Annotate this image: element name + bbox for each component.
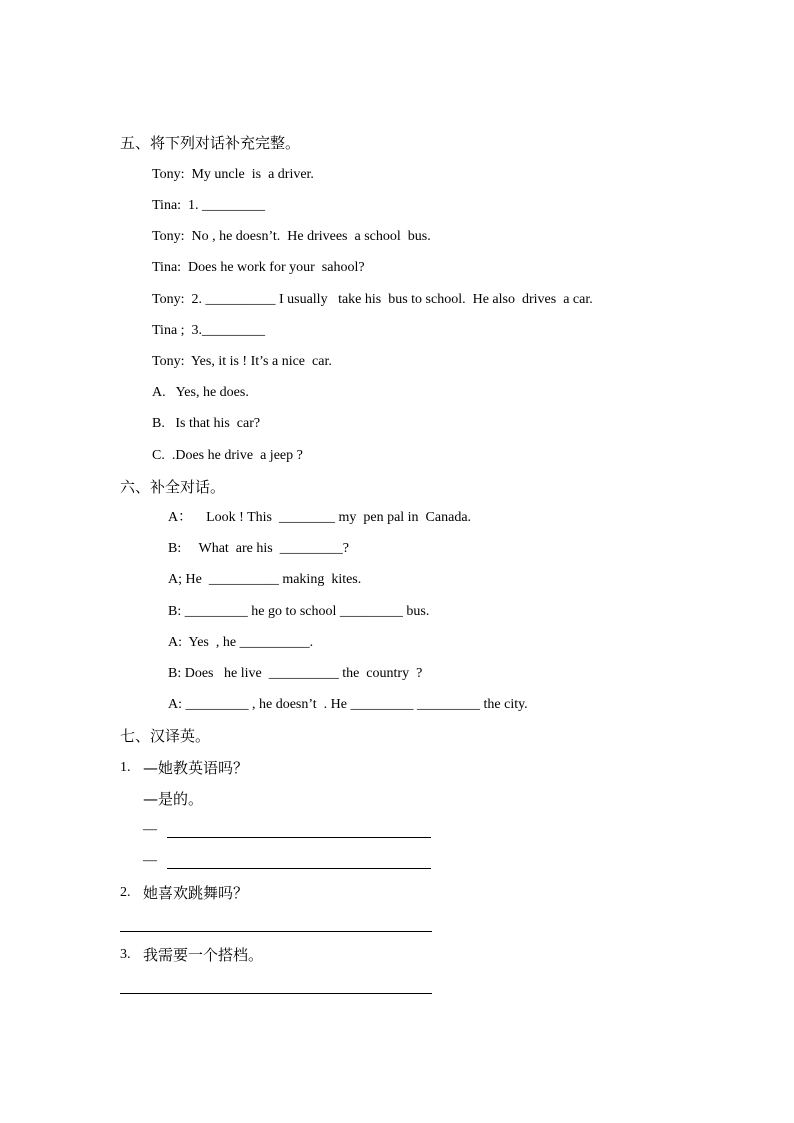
dialogue-line: Tina: 1. _________ <box>152 198 266 213</box>
question-text: 我需要一个搭档。 <box>143 946 264 964</box>
answer-option: B. Is that his car? <box>152 416 261 431</box>
section7-heading: 七、汉译英。 <box>120 727 211 745</box>
answer-dash: — <box>143 822 157 837</box>
question-number: 2. <box>120 885 131 900</box>
section5-heading: 五、将下列对话补充完整。 <box>120 134 301 152</box>
answer-option: A. Yes, he does. <box>152 385 249 400</box>
dialogue-line: A： Look ! This ________ my pen pal in Canada. <box>168 510 472 525</box>
dialogue-line: A: _________ , he doesn’t . He _________ _________ the city. <box>168 697 528 712</box>
section6-heading: 六、补全对话。 <box>120 478 226 496</box>
dialogue-line: A: Yes , he __________. <box>168 635 314 650</box>
answer-dash: — <box>143 853 157 868</box>
question-text: —她教英语吗？ <box>143 759 249 777</box>
dialogue-line: Tony: No , he doesn’t. He drivees a school bus. <box>152 229 431 244</box>
answer-line <box>167 868 431 869</box>
dialogue-line: Tina: Does he work for your sahool? <box>152 260 365 275</box>
dialogue-line: Tony: My uncle is a driver. <box>152 167 314 182</box>
dialogue-line: B: What are his _________? <box>168 541 349 556</box>
answer-line <box>120 993 432 994</box>
dialogue-line: B: Does he live __________ the country ? <box>168 666 423 681</box>
answer-line <box>167 837 431 838</box>
dialogue-line: Tina ; 3._________ <box>152 323 266 338</box>
dialogue-line: Tony: 2. __________ I usually take his bus to school. He also drives a car. <box>152 292 593 307</box>
question-number: 3. <box>120 947 131 962</box>
question-number: 1. <box>120 760 131 775</box>
question-text: 她喜欢跳舞吗？ <box>143 884 249 902</box>
dialogue-line: A; He __________ making kites. <box>168 572 362 587</box>
dialogue-line: B: _________ he go to school _________ bus. <box>168 604 430 619</box>
question-reply: —是的。 <box>143 790 204 808</box>
answer-option: C. .Does he drive a jeep ? <box>152 448 303 463</box>
answer-line <box>120 931 432 932</box>
dialogue-line: Tony: Yes, it is ! It’s a nice car. <box>152 354 332 369</box>
